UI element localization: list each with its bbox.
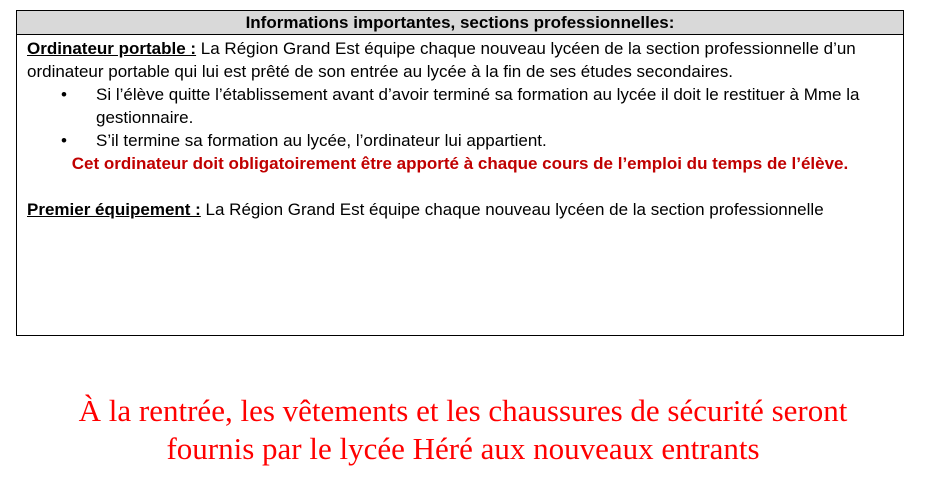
bullet-icon: • (61, 85, 67, 104)
laptop-text: La Région Grand Est équipe chaque nouveau lycéen de la section professionnelle d’un ordinateur portable qui lui est prêté de son entrée au lycée à la fin de ses études secondaires. (27, 39, 856, 81)
info-box-title: Informations importantes, sections professionnelles: (17, 11, 903, 35)
list-item (61, 129, 893, 152)
laptop-warning: Cet ordinateur doit obligatoirement être apporté à chaque cours de l’emploi du temps de l’élève. (71, 154, 849, 173)
spacer (27, 175, 893, 198)
footer-line-1: À la rentrée, les vêtements et les chaussures de sécurité seront (78, 393, 848, 428)
bullet-text: S’il termine sa formation au lycée, l’ordinateur lui appartient. (96, 131, 547, 150)
list-item (61, 83, 893, 129)
laptop-paragraph (27, 37, 893, 83)
bullet-icon: • (61, 131, 67, 150)
info-box (16, 10, 904, 336)
laptop-bullet-list (27, 83, 893, 152)
equipment-label: Premier équipement : (27, 200, 201, 219)
info-box-body (17, 35, 903, 221)
equipment-paragraph (27, 198, 893, 221)
footer-line-2: fournis par le lycée Héré aux nouveaux entrants (166, 431, 760, 466)
footer-note (0, 392, 926, 468)
bullet-text: Si l’élève quitte l’établissement avant d’avoir terminé sa formation au lycée il doit le restituer à Mme la gestionnaire. (96, 85, 860, 127)
equipment-text: La Région Grand Est équipe chaque nouveau lycéen de la section professionnelle (200, 200, 824, 219)
laptop-label: Ordinateur portable : (27, 39, 197, 58)
